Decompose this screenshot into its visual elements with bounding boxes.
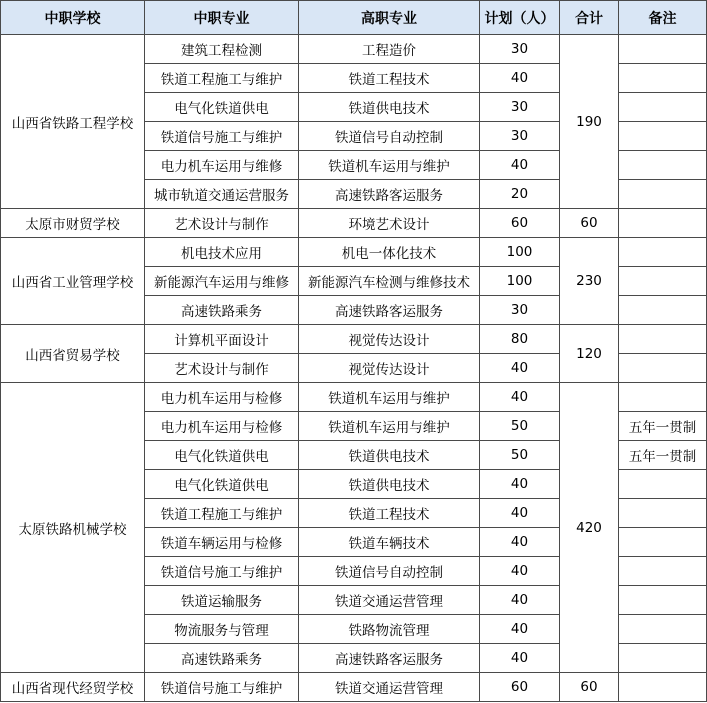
higher-major: 铁道机车运用与维护 xyxy=(299,412,480,441)
secondary-major: 电气化铁道供电 xyxy=(145,93,299,122)
higher-major: 铁路物流管理 xyxy=(299,615,480,644)
plan-count: 80 xyxy=(480,325,560,354)
plan-count: 40 xyxy=(480,470,560,499)
remark xyxy=(619,470,707,499)
higher-major: 高速铁路客运服务 xyxy=(299,644,480,673)
plan-count: 100 xyxy=(480,238,560,267)
table-row xyxy=(1,209,707,238)
higher-major: 铁道信号自动控制 xyxy=(299,122,480,151)
remark xyxy=(619,644,707,673)
remark xyxy=(619,238,707,267)
secondary-major: 铁道工程施工与维护 xyxy=(145,499,299,528)
higher-major: 铁道信号自动控制 xyxy=(299,557,480,586)
secondary-major: 铁道工程施工与维护 xyxy=(145,64,299,93)
plan-count: 40 xyxy=(480,644,560,673)
secondary-major: 艺术设计与制作 xyxy=(145,354,299,383)
header-plan: 计划（人） xyxy=(480,1,560,35)
header-total: 合计 xyxy=(560,1,619,35)
table-row xyxy=(1,325,707,354)
table-row xyxy=(1,35,707,64)
school-total: 230 xyxy=(560,238,619,325)
plan-count: 40 xyxy=(480,151,560,180)
higher-major: 高速铁路客运服务 xyxy=(299,296,480,325)
remark xyxy=(619,151,707,180)
remark xyxy=(619,615,707,644)
higher-major: 新能源汽车检测与维修技术 xyxy=(299,267,480,296)
plan-count: 40 xyxy=(480,383,560,412)
plan-count: 40 xyxy=(480,64,560,93)
plan-count: 100 xyxy=(480,267,560,296)
secondary-major: 新能源汽车运用与维修 xyxy=(145,267,299,296)
remark: 五年一贯制 xyxy=(619,412,707,441)
secondary-major: 铁道信号施工与维护 xyxy=(145,557,299,586)
plan-count: 30 xyxy=(480,296,560,325)
higher-major: 高速铁路客运服务 xyxy=(299,180,480,209)
secondary-major: 铁道信号施工与维护 xyxy=(145,673,299,702)
school-name: 山西省贸易学校 xyxy=(1,325,145,383)
plan-count: 50 xyxy=(480,441,560,470)
secondary-major: 城市轨道交通运营服务 xyxy=(145,180,299,209)
higher-major: 铁道机车运用与维护 xyxy=(299,151,480,180)
plan-count: 60 xyxy=(480,673,560,702)
secondary-major: 电力机车运用与维修 xyxy=(145,151,299,180)
table-row xyxy=(1,238,707,267)
remark xyxy=(619,586,707,615)
school-total: 120 xyxy=(560,325,619,383)
higher-major: 视觉传达设计 xyxy=(299,325,480,354)
remark xyxy=(619,64,707,93)
higher-major: 铁道供电技术 xyxy=(299,470,480,499)
higher-major: 机电一体化技术 xyxy=(299,238,480,267)
table-body xyxy=(1,35,707,702)
higher-major: 铁道车辆技术 xyxy=(299,528,480,557)
higher-major: 铁道工程技术 xyxy=(299,64,480,93)
higher-major: 铁道供电技术 xyxy=(299,441,480,470)
plan-count: 40 xyxy=(480,557,560,586)
remark xyxy=(619,296,707,325)
remark xyxy=(619,354,707,383)
table-row xyxy=(1,383,707,412)
plan-count: 40 xyxy=(480,499,560,528)
secondary-major: 铁道信号施工与维护 xyxy=(145,122,299,151)
secondary-major: 物流服务与管理 xyxy=(145,615,299,644)
secondary-major: 铁道运输服务 xyxy=(145,586,299,615)
header-row xyxy=(1,1,707,35)
plan-count: 30 xyxy=(480,35,560,64)
higher-major: 铁道供电技术 xyxy=(299,93,480,122)
remark xyxy=(619,209,707,238)
header-higher-major: 高职专业 xyxy=(299,1,480,35)
school-name: 山西省现代经贸学校 xyxy=(1,673,145,702)
higher-major: 铁道机车运用与维护 xyxy=(299,383,480,412)
school-name: 山西省工业管理学校 xyxy=(1,238,145,325)
secondary-major: 机电技术应用 xyxy=(145,238,299,267)
secondary-major: 电力机车运用与检修 xyxy=(145,383,299,412)
plan-count: 20 xyxy=(480,180,560,209)
higher-major: 铁道工程技术 xyxy=(299,499,480,528)
remark xyxy=(619,180,707,209)
secondary-major: 电气化铁道供电 xyxy=(145,470,299,499)
higher-major: 视觉传达设计 xyxy=(299,354,480,383)
remark xyxy=(619,499,707,528)
secondary-major: 艺术设计与制作 xyxy=(145,209,299,238)
remark xyxy=(619,122,707,151)
secondary-major: 计算机平面设计 xyxy=(145,325,299,354)
secondary-major: 电气化铁道供电 xyxy=(145,441,299,470)
school-total: 190 xyxy=(560,35,619,209)
plan-count: 30 xyxy=(480,93,560,122)
table-row xyxy=(1,673,707,702)
remark xyxy=(619,557,707,586)
remark xyxy=(619,267,707,296)
remark: 五年一贯制 xyxy=(619,441,707,470)
plan-count: 40 xyxy=(480,586,560,615)
remark xyxy=(619,35,707,64)
remark xyxy=(619,93,707,122)
remark xyxy=(619,383,707,412)
school-total: 420 xyxy=(560,383,619,673)
secondary-major: 建筑工程检测 xyxy=(145,35,299,64)
school-name: 太原市财贸学校 xyxy=(1,209,145,238)
remark xyxy=(619,325,707,354)
header-secondary-major: 中职专业 xyxy=(145,1,299,35)
higher-major: 工程造价 xyxy=(299,35,480,64)
school-name: 山西省铁路工程学校 xyxy=(1,35,145,209)
header-remarks: 备注 xyxy=(619,1,707,35)
secondary-major: 电力机车运用与检修 xyxy=(145,412,299,441)
plan-count: 40 xyxy=(480,528,560,557)
plan-count: 30 xyxy=(480,122,560,151)
higher-major: 铁道交通运营管理 xyxy=(299,586,480,615)
remark xyxy=(619,673,707,702)
higher-major: 铁道交通运营管理 xyxy=(299,673,480,702)
plan-count: 60 xyxy=(480,209,560,238)
secondary-major: 高速铁路乘务 xyxy=(145,296,299,325)
secondary-major: 铁道车辆运用与检修 xyxy=(145,528,299,557)
secondary-major: 高速铁路乘务 xyxy=(145,644,299,673)
higher-major: 环境艺术设计 xyxy=(299,209,480,238)
school-total: 60 xyxy=(560,209,619,238)
plan-count: 50 xyxy=(480,412,560,441)
plan-count: 40 xyxy=(480,615,560,644)
header-secondary-school: 中职学校 xyxy=(1,1,145,35)
school-total: 60 xyxy=(560,673,619,702)
plan-count: 40 xyxy=(480,354,560,383)
remark xyxy=(619,528,707,557)
school-name: 太原铁路机械学校 xyxy=(1,383,145,673)
